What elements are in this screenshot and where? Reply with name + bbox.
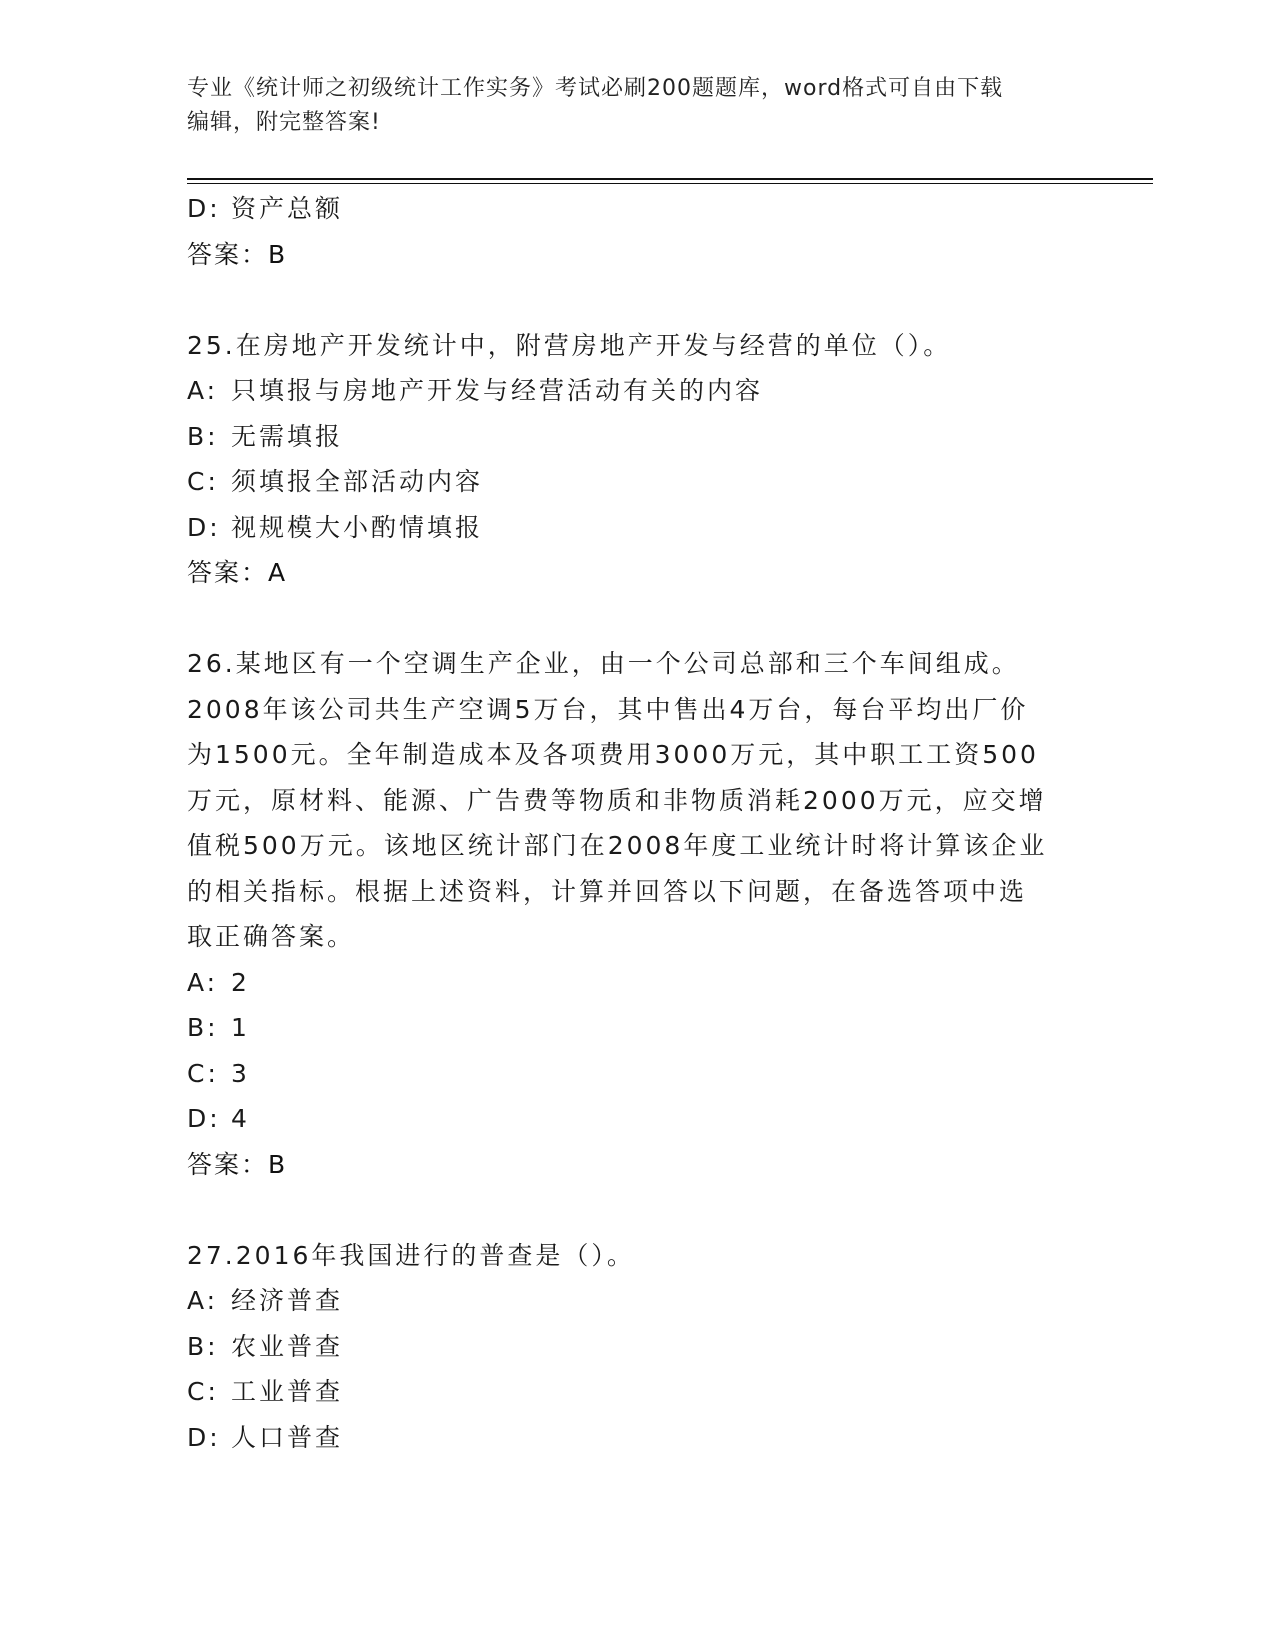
q26-option-c: [187, 1051, 1087, 1097]
q26-stem-line-6: 的相关指标。根据上述资料，计算并回答以下问题，在备选答项中选: [187, 876, 1028, 906]
q25-option-a: [187, 368, 1087, 414]
option-text: 须填报全部活动内容: [231, 467, 484, 496]
q27-option-c: [187, 1369, 1087, 1415]
option-text: 人口普查: [231, 1422, 344, 1452]
q24-answer: 答案：B: [187, 239, 288, 269]
q27-option-d: [187, 1415, 1087, 1461]
option-key: A:: [187, 967, 219, 997]
header-rule-thin: [187, 183, 1153, 184]
spacer: [187, 1187, 1087, 1233]
option-text: 经济普查: [231, 1286, 344, 1315]
option-key: C:: [187, 1058, 219, 1088]
q25-stem-line-1: 25.在房地产开发统计中，附营房地产开发与经营的单位（）。: [187, 330, 952, 360]
option-text: 农业普查: [231, 1331, 344, 1361]
option-key: A:: [187, 376, 219, 405]
q26-option-a: [187, 960, 1087, 1006]
option-text: 1: [231, 1013, 250, 1042]
option-key: A:: [187, 1286, 219, 1315]
header-rule-thick: [187, 178, 1153, 180]
q25-stem: [187, 323, 1087, 369]
header-line-1: 专业《统计师之初级统计工作实务》考试必刷200题题库，word格式可自由下载: [187, 76, 1004, 101]
option-key: C:: [187, 1377, 219, 1406]
option-text: 工业普查: [231, 1377, 344, 1406]
option-text: 4: [231, 1104, 250, 1133]
option-text: 视规模大小酌情填报: [231, 512, 484, 542]
q27-option-b: [187, 1324, 1087, 1370]
option-key: D:: [187, 512, 221, 542]
spacer: [187, 596, 1087, 642]
option-text: 资产总额: [231, 194, 344, 223]
q26-stem-line-4: 万元，原材料、能源、广告费等物质和非物质消耗2000万元，应交增: [187, 785, 1047, 815]
option-key: D:: [187, 1422, 221, 1452]
q25-option-b: [187, 414, 1087, 460]
q25-option-d: [187, 505, 1087, 551]
q24-option-d: [187, 186, 1087, 232]
option-text: 无需填报: [231, 421, 344, 451]
option-key: C:: [187, 467, 219, 496]
q25-option-c: [187, 459, 1087, 505]
question-content: [187, 186, 1087, 1460]
header-line-2: 编辑，附完整答案!: [187, 110, 381, 135]
q26-option-b: [187, 1005, 1087, 1051]
option-key: D:: [187, 194, 221, 223]
q26-stem-line-7: 取正确答案。: [187, 922, 356, 951]
q25-answer: 答案：A: [187, 558, 288, 587]
q26-stem-line-1: 26.某地区有一个空调生产企业，由一个公司总部和三个车间组成。: [187, 649, 1020, 678]
q27-stem-line-1: 27.2016年我国进行的普查是（）。: [187, 1240, 635, 1270]
option-key: B:: [187, 1331, 219, 1361]
q26-stem-line-2: 2008年该公司共生产空调5万台，其中售出4万台，每台平均出厂价: [187, 694, 1029, 724]
q27-stem: [187, 1233, 1087, 1279]
q26-stem: [187, 641, 1087, 960]
page-header: [187, 72, 1087, 140]
q26-stem-line-5: 值税500万元。该地区统计部门在2008年度工业统计时将计算该企业: [187, 831, 1048, 860]
q26-option-d: [187, 1096, 1087, 1142]
q27-option-a: [187, 1278, 1087, 1324]
option-text: 3: [231, 1058, 250, 1088]
spacer: [187, 277, 1087, 323]
option-text: 2: [231, 967, 250, 997]
option-text: 只填报与房地产开发与经营活动有关的内容: [231, 376, 764, 405]
option-key: B:: [187, 1013, 219, 1042]
q26-answer: 答案：B: [187, 1149, 288, 1179]
option-key: B:: [187, 421, 219, 451]
q26-stem-line-3: 为1500元。全年制造成本及各项费用3000万元，其中职工工资500: [187, 740, 1039, 769]
option-key: D:: [187, 1104, 221, 1133]
